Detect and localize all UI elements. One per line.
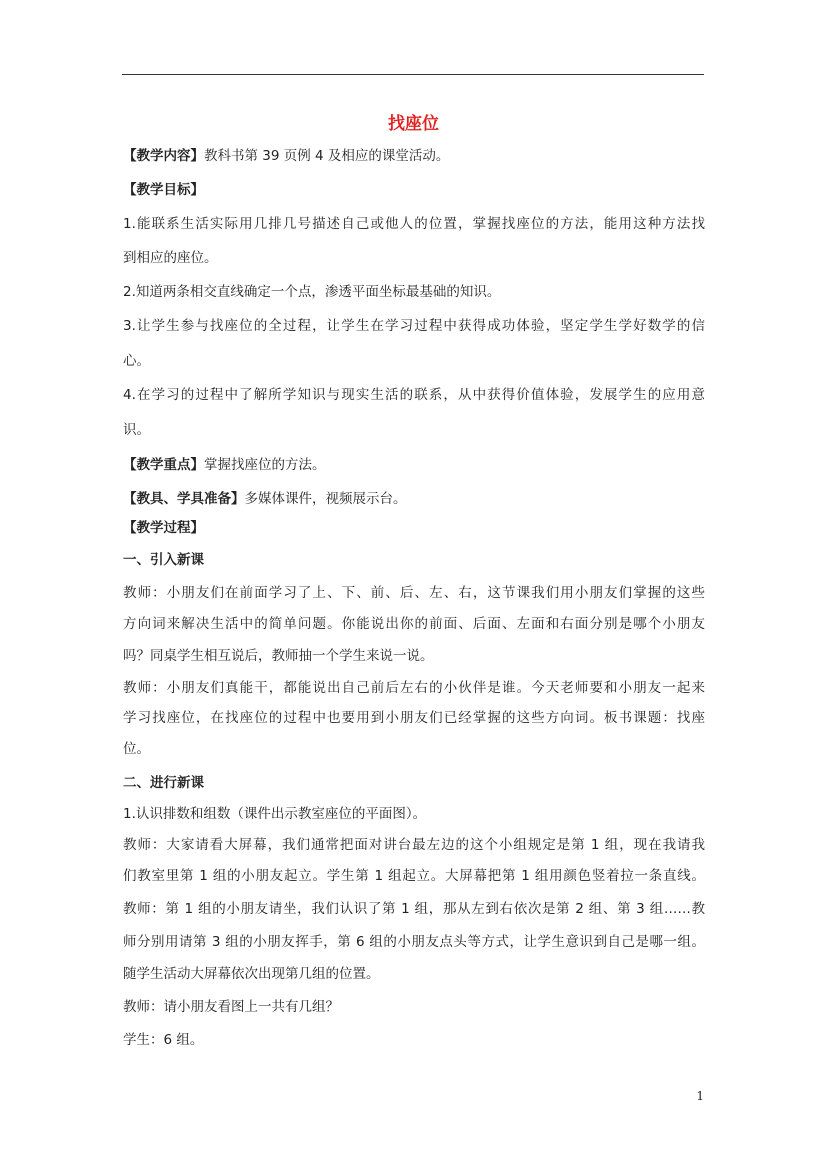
section-text: 掌握找座位的方法。 [204,457,326,473]
paragraph-line: 随学生活动大屏幕依次出现第几组的位置。 [123,966,380,982]
paragraph-line: 学习找座位，在找座位的过程中也要用到小朋友们已经掌握的这些方向词。板书课题：找座 [123,710,705,726]
paragraph-line: 教师：第 1 组的小朋友请坐，我们认识了第 1 组，那从左到右依次是第 2 组、第 3 组……教 [123,901,705,917]
section-line [123,455,326,475]
paragraph-line: 3.让学生参与找座位的全过程，让学生在学习过程中获得成功体验，坚定学生学好数学的信 [123,318,705,334]
section-heading: 【教学目标】 [123,182,204,198]
paragraph-line: 们教室里第 1 组的小朋友起立。学生第 1 组起立。大屏幕把第 1 组用颜色竖着拉一条直线。 [123,868,705,884]
page-number: 1 [696,1089,704,1103]
paragraph-line: 到相应的座位。 [123,250,218,266]
section-text: 多媒体课件，视频展示台。 [244,491,407,507]
section-line [123,146,449,166]
section-text: 教科书第 39 页例 4 及相应的课堂活动。 [204,148,450,164]
header-rule [122,74,704,75]
document-title: 找座位 [388,114,439,134]
paragraph-line: 师分别用请第 3 组的小朋友挥手，第 6 组的小朋友点头等方式，让学生意识到自己是哪一组。 [123,934,705,950]
paragraph-line: 教师：请小朋友看图上一共有几组？ [123,999,339,1015]
paragraph-line: 教师：大家请看大屏幕，我们通常把面对讲台最左边的这个小组规定是第 1 组，现在我请我 [123,837,705,853]
paragraph-line: 教师：小朋友们真能干，都能说出自己前后左右的小伙伴是谁。今天老师要和小朋友一起来 [123,680,705,696]
paragraph-line: 识。 [123,422,150,438]
section-heading: 【教学过程】 [123,520,204,536]
paragraph-line: 心。 [123,353,150,369]
paragraph-line: 学生：6 组。 [123,1032,204,1048]
paragraph-line: 2.知道两条相交直线确定一个点，渗透平面坐标最基础的知识。 [123,284,501,300]
section-label: 【教学重点】 [123,457,204,473]
paragraph-line: 1.认识排数和组数（课件出示教室座位的平面图）。 [123,806,427,822]
section-label: 【教学内容】 [123,148,204,164]
paragraph-line: 4.在学习的过程中了解所学知识与现实生活的联系，从中获得价值体验，发展学生的应用意 [123,387,705,403]
section-line [123,489,407,509]
paragraph-line: 1.能联系生活实际用几排几号描述自己或他人的位置，掌握找座位的方法，能用这种方法找 [123,216,705,232]
paragraph-line: 方向词来解决生活中的简单问题。你能说出你的前面、后面、左面和右面分别是哪个小朋友 [123,616,705,632]
section-heading: 二、进行新课 [123,775,204,791]
paragraph-line: 吗？同桌学生相互说后，教师抽一个学生来说一说。 [123,648,434,664]
paragraph-line: 位。 [123,741,150,757]
section-label: 【教具、学具准备】 [123,491,245,507]
section-heading: 一、引入新课 [123,552,204,568]
paragraph-line: 教师：小朋友们在前面学习了上、下、前、后、左、右，这节课我们用小朋友们掌握的这些 [123,585,705,601]
